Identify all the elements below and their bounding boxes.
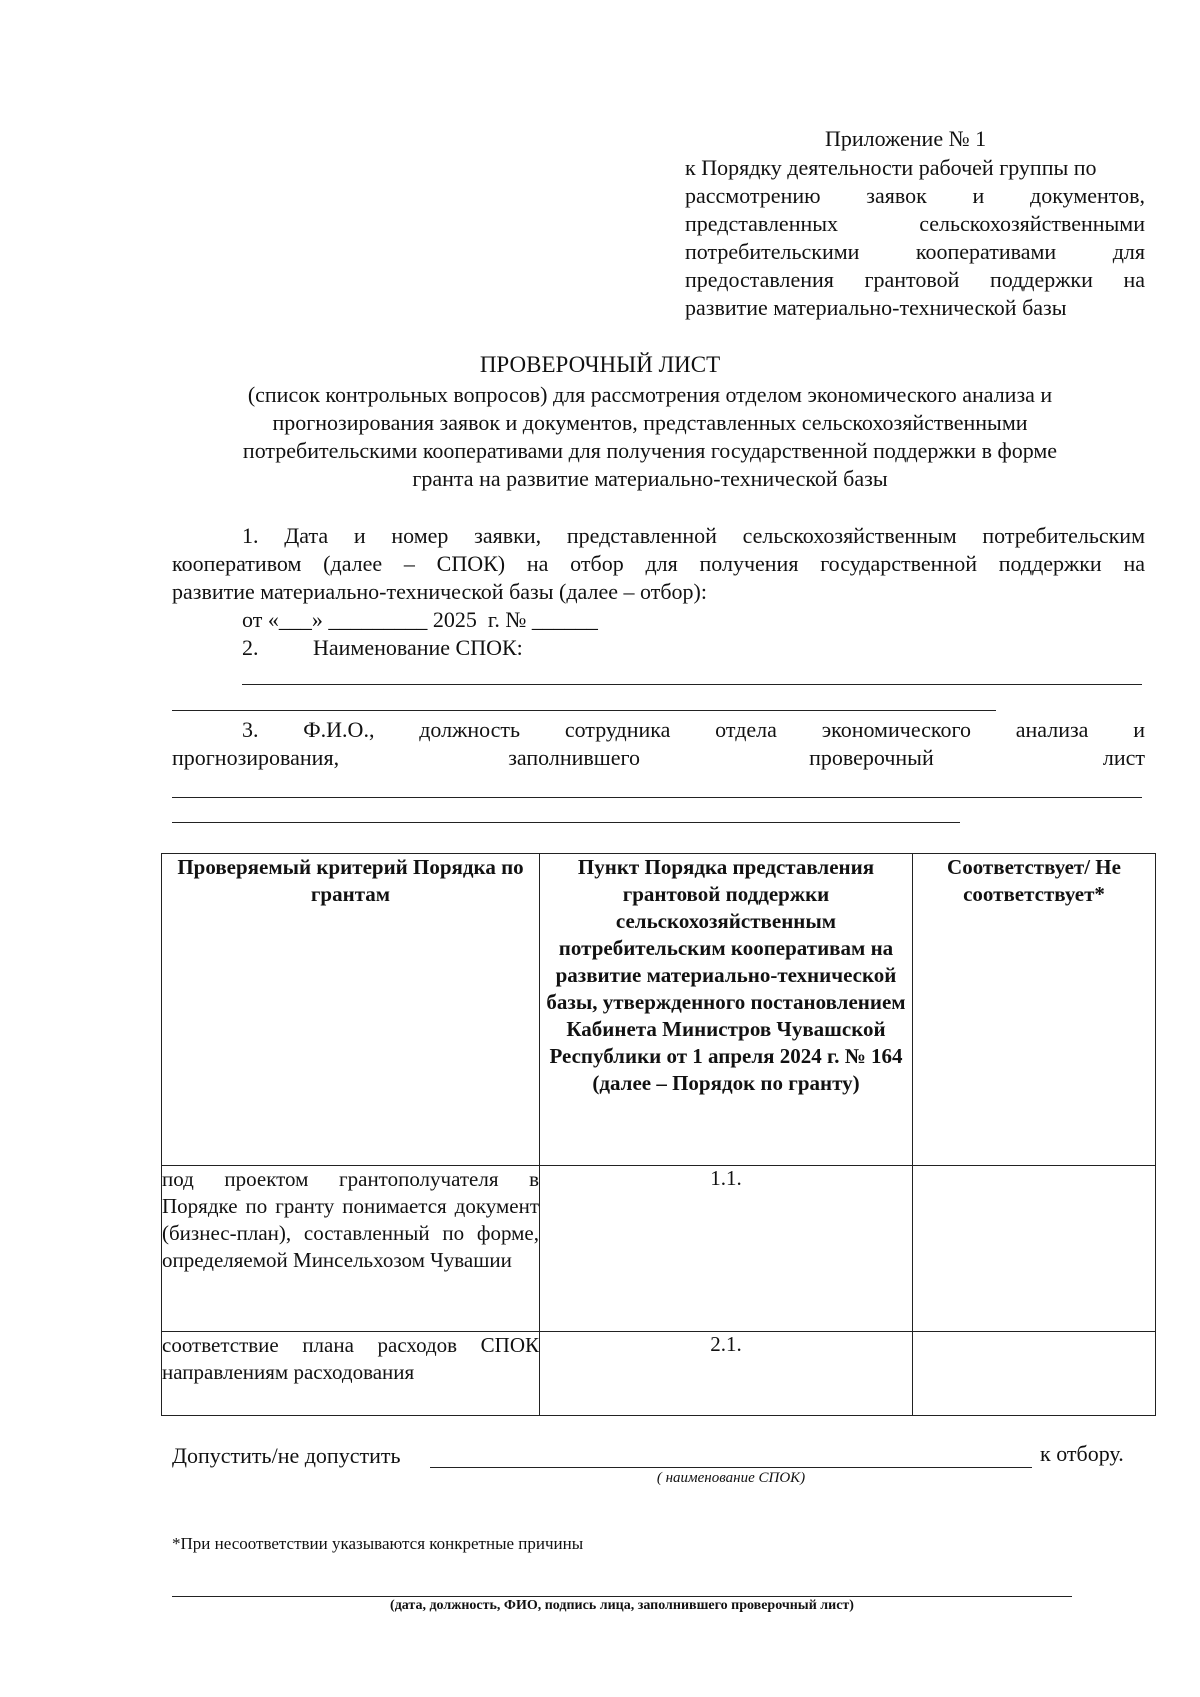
admit-label: Допустить/не допустить	[172, 1443, 401, 1468]
criterion-cell: под проектом грантополучателя в Порядке по гранту понимается документ (бизнес-план), составленный по форме, определяемой Минсельхозом Чувашии	[162, 1166, 540, 1332]
spok-name-line[interactable]	[172, 710, 996, 711]
item-3-line: 3. Ф.И.О., должность сотрудника отдела экономического анализа и	[242, 717, 1145, 742]
item-1-line: 1. Дата и номер заявки, представленной сельскохозяйственным потребительским	[242, 523, 1145, 548]
appendix-line: потребительскими кооперативами для	[685, 239, 1145, 264]
appendix-line: развитие материально-технической базы	[685, 295, 1067, 320]
header-criterion: Проверяемый критерий Порядка по грантам	[162, 854, 540, 1166]
item-1-line: развитие материально-технической базы (далее – отбор):	[172, 579, 707, 604]
item-3-line: прогнозирования, заполнившего проверочный лист	[172, 745, 1145, 770]
appendix-line: рассмотрению заявок и документов,	[685, 183, 1145, 208]
subtitle-line: прогнозирования заявок и документов, представленных сельскохозяйственными	[272, 410, 1028, 435]
admit-suffix: к отбору.	[1040, 1441, 1124, 1466]
signature-caption: (дата, должность, ФИО, подпись лица, заполнившего проверочный лист)	[390, 1598, 854, 1613]
signature-line[interactable]	[172, 1596, 1072, 1597]
point-cell: 2.1.	[540, 1332, 913, 1416]
table-row	[162, 1166, 1156, 1332]
footnote: *При несоответствии указываются конкретные причины	[172, 1534, 584, 1553]
appendix-text	[685, 154, 1145, 322]
header-point: Пункт Порядка представления грантовой поддержки сельскохозяйственным потребительским кооперативам на развитие материально-технической базы, утвержденного постановлением Кабинета Министров Чувашской Республики от 1 апреля 2024 г. № 164 (далее – Порядок по гранту)	[540, 854, 913, 1166]
appendix-line: предоставления грантовой поддержки на	[685, 267, 1145, 292]
application-date-field[interactable]: от «___» _________ 2025 г. № ______	[242, 607, 598, 632]
table-row	[162, 1332, 1156, 1416]
item-1-line: кооперативом (далее – СПОК) на отбор для получения государственной поддержки на	[172, 551, 1145, 576]
item-3	[172, 716, 1145, 772]
appendix-line: к Порядку деятельности рабочей группы по	[685, 155, 1097, 180]
document-title: ПРОВЕРОЧНЫЙ ЛИСТ	[479, 352, 721, 377]
subtitle-line: гранта на развитие материально-технической базы	[412, 466, 888, 491]
appendix-title: Приложение № 1	[825, 126, 987, 151]
criterion-cell: соответствие плана расходов СПОК направлениям расходования	[162, 1332, 540, 1416]
header-status: Соответствует/ Не соответствует*	[913, 854, 1156, 1166]
document-subtitle	[150, 381, 1150, 493]
item-2-number: 2.	[242, 635, 259, 660]
item-2-label: Наименование СПОК:	[313, 635, 523, 660]
item-1	[172, 522, 1145, 634]
admit-caption: ( наименование СПОК)	[656, 1470, 806, 1486]
table-header-row	[162, 854, 1156, 1166]
spok-name-line[interactable]	[242, 684, 1142, 685]
status-cell[interactable]	[913, 1332, 1156, 1416]
subtitle-line: потребительскими кооперативами для получения государственной поддержки в форме	[242, 438, 1058, 463]
status-cell[interactable]	[913, 1166, 1156, 1332]
appendix-line: представленных сельскохозяйственными	[685, 211, 1145, 236]
point-cell: 1.1.	[540, 1166, 913, 1332]
admit-spok-line[interactable]	[430, 1467, 1032, 1468]
employee-name-line[interactable]	[172, 797, 1142, 798]
checklist-table	[161, 853, 1156, 1416]
employee-name-line[interactable]	[172, 822, 960, 823]
subtitle-line: (список контрольных вопросов) для рассмотрения отделом экономического анализа и	[247, 382, 1053, 407]
